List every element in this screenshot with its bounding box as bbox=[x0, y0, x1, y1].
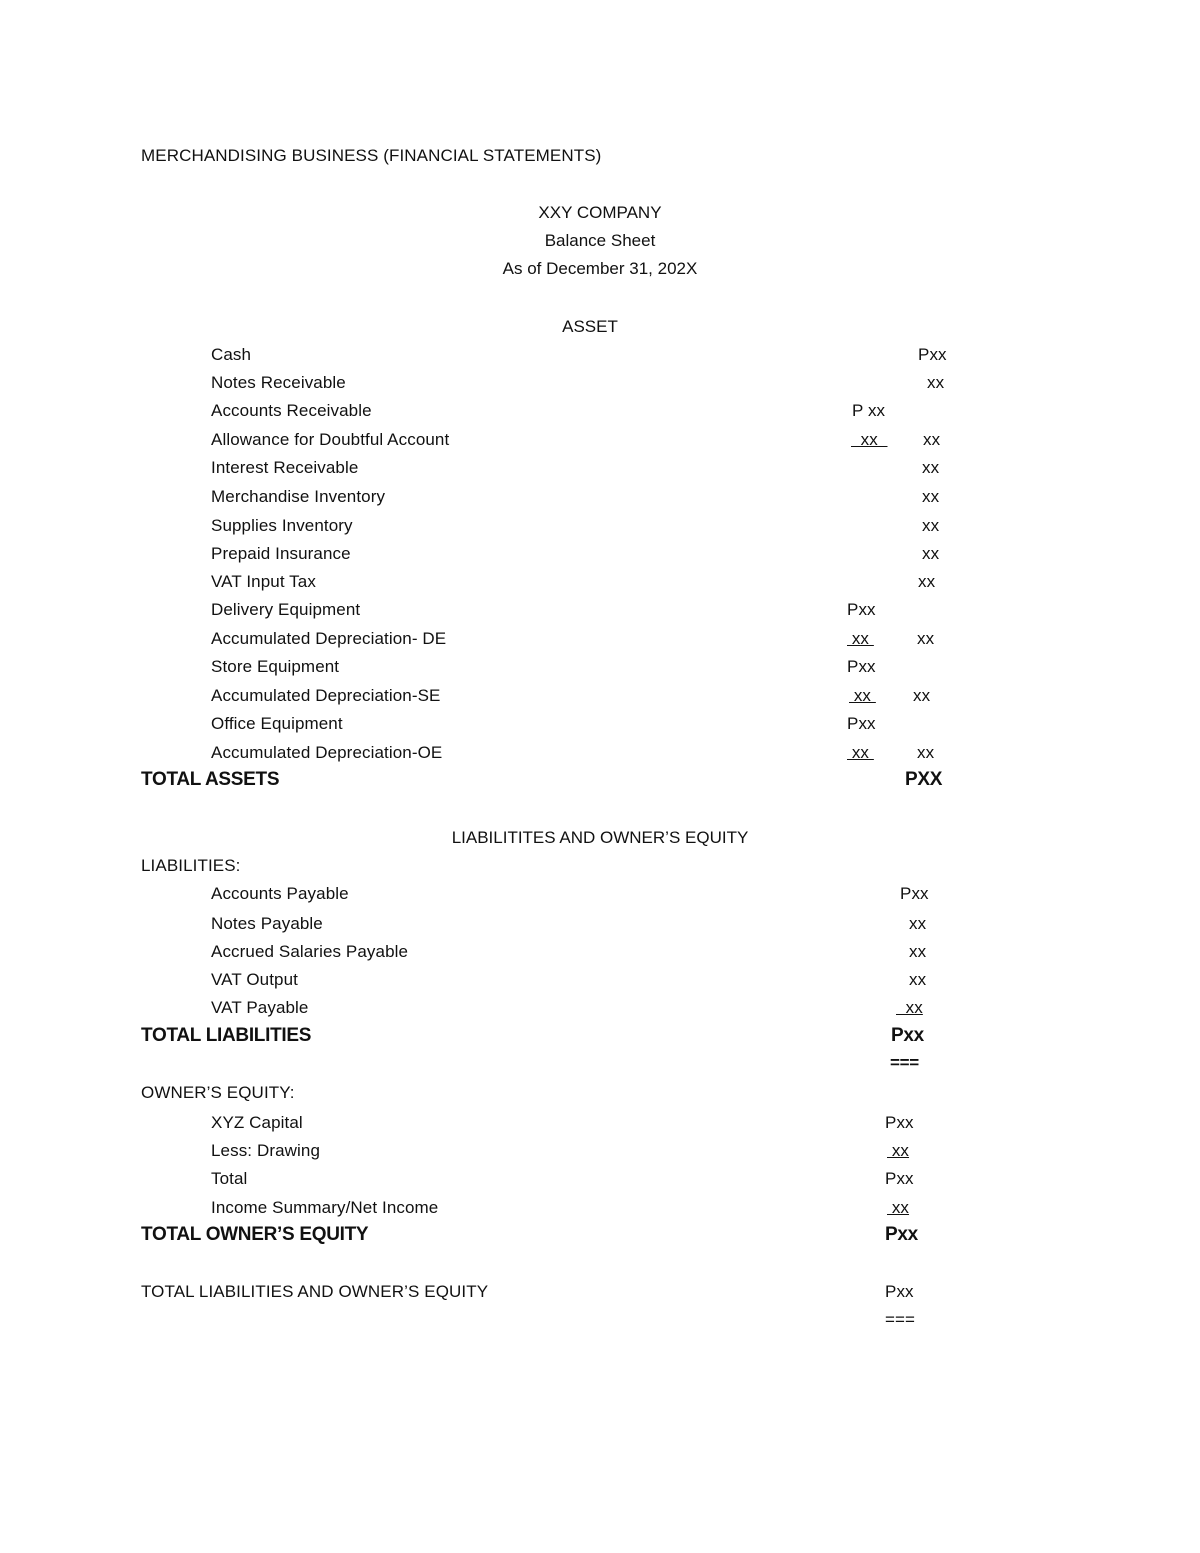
asset-label-store-equipment: Store Equipment bbox=[211, 657, 340, 676]
company-name: XXY COMPANY bbox=[538, 203, 662, 222]
asset-value-notes-receivable: xx bbox=[927, 373, 945, 392]
asset-value-acc-dep-de: xx bbox=[917, 629, 935, 648]
asset-label-acc-dep-de: Accumulated Depreciation- DE bbox=[211, 629, 447, 648]
asset-label-notes-receivable: Notes Receivable bbox=[211, 373, 346, 392]
total-liabilities-label: TOTAL LIABILITIES bbox=[141, 1025, 312, 1046]
asset-subvalue-allowance: xx bbox=[851, 430, 888, 449]
liability-value-vat-output: xx bbox=[909, 970, 927, 989]
asset-label-cash: Cash bbox=[211, 345, 252, 364]
asset-label-office-equipment: Office Equipment bbox=[211, 714, 343, 733]
liability-value-accrued-salaries: xx bbox=[909, 942, 927, 961]
equity-label-drawing: Less: Drawing bbox=[211, 1141, 321, 1160]
asset-label-allowance: Allowance for Doubtful Account bbox=[211, 430, 450, 449]
asset-value-acc-dep-se: xx bbox=[913, 686, 931, 705]
asset-value-accounts-receivable: P xx bbox=[852, 401, 886, 420]
liability-label-vat-payable: VAT Payable bbox=[211, 998, 309, 1017]
statement-date: As of December 31, 202X bbox=[502, 259, 698, 278]
asset-label-acc-dep-se: Accumulated Depreciation-SE bbox=[211, 686, 441, 705]
liabilities-heading: LIABILITIES: bbox=[141, 856, 241, 875]
liability-value-accounts-payable: Pxx bbox=[900, 884, 929, 903]
asset-label-supplies-inventory: Supplies Inventory bbox=[211, 516, 353, 535]
asset-value-prepaid-insurance: xx bbox=[922, 544, 940, 563]
asset-subvalue-delivery-equipment: Pxx bbox=[847, 600, 876, 619]
document-heading: MERCHANDISING BUSINESS (FINANCIAL STATEMENTS) bbox=[141, 146, 602, 165]
equity-value-total: Pxx bbox=[885, 1169, 914, 1188]
asset-value-vat-input: xx bbox=[918, 572, 936, 591]
asset-subvalue-office-equipment: Pxx bbox=[847, 714, 876, 733]
grand-total-rule: === bbox=[885, 1310, 916, 1329]
asset-value-allowance: xx bbox=[923, 430, 941, 449]
liability-label-vat-output: VAT Output bbox=[211, 970, 298, 989]
grand-total-value: Pxx bbox=[885, 1282, 914, 1301]
equity-label-net-income: Income Summary/Net Income bbox=[211, 1198, 439, 1217]
total-equity-value: Pxx bbox=[885, 1224, 918, 1245]
asset-label-acc-dep-oe: Accumulated Depreciation-OE bbox=[211, 743, 443, 762]
asset-value-supplies-inventory: xx bbox=[922, 516, 940, 535]
total-liabilities-value: Pxx bbox=[891, 1025, 924, 1046]
equity-label-capital: XYZ Capital bbox=[211, 1113, 303, 1132]
asset-label-interest-receivable: Interest Receivable bbox=[211, 458, 359, 477]
asset-section-title: ASSET bbox=[562, 317, 618, 336]
liability-label-accounts-payable: Accounts Payable bbox=[211, 884, 349, 903]
equity-value-net-income: xx bbox=[887, 1198, 910, 1217]
equity-value-capital: Pxx bbox=[885, 1113, 914, 1132]
equity-value-drawing: xx bbox=[887, 1141, 910, 1160]
asset-value-acc-dep-oe: xx bbox=[917, 743, 935, 762]
liability-value-vat-payable: xx bbox=[896, 998, 923, 1017]
equity-heading: OWNER’S EQUITY: bbox=[141, 1083, 295, 1102]
total-liabilities-rule: === bbox=[890, 1053, 919, 1072]
total-assets-label: TOTAL ASSETS bbox=[141, 769, 280, 790]
asset-value-merchandise-inventory: xx bbox=[922, 487, 940, 506]
asset-label-prepaid-insurance: Prepaid Insurance bbox=[211, 544, 351, 563]
asset-subvalue-store-equipment: Pxx bbox=[847, 657, 876, 676]
asset-label-delivery-equipment: Delivery Equipment bbox=[211, 600, 361, 619]
asset-value-cash: Pxx bbox=[918, 345, 947, 364]
asset-value-interest-receivable: xx bbox=[922, 458, 940, 477]
liabilities-equity-section-title: LIABILITITES AND OWNER’S EQUITY bbox=[451, 828, 749, 847]
liability-label-notes-payable: Notes Payable bbox=[211, 914, 323, 933]
asset-label-accounts-receivable: Accounts Receivable bbox=[211, 401, 372, 420]
grand-total-label: TOTAL LIABILITIES AND OWNER’S EQUITY bbox=[141, 1282, 489, 1301]
liability-label-accrued-salaries: Accrued Salaries Payable bbox=[211, 942, 409, 961]
liability-value-notes-payable: xx bbox=[909, 914, 927, 933]
total-assets-value: PXX bbox=[905, 769, 943, 790]
asset-subvalue-acc-dep-de: xx bbox=[847, 629, 874, 648]
asset-label-vat-input: VAT Input Tax bbox=[211, 572, 316, 591]
total-equity-label: TOTAL OWNER’S EQUITY bbox=[141, 1224, 369, 1245]
asset-subvalue-acc-dep-oe: xx bbox=[847, 743, 874, 762]
asset-subvalue-acc-dep-se: xx bbox=[849, 686, 876, 705]
equity-label-total: Total bbox=[211, 1169, 248, 1188]
asset-label-merchandise-inventory: Merchandise Inventory bbox=[211, 487, 386, 506]
statement-title: Balance Sheet bbox=[544, 231, 656, 250]
